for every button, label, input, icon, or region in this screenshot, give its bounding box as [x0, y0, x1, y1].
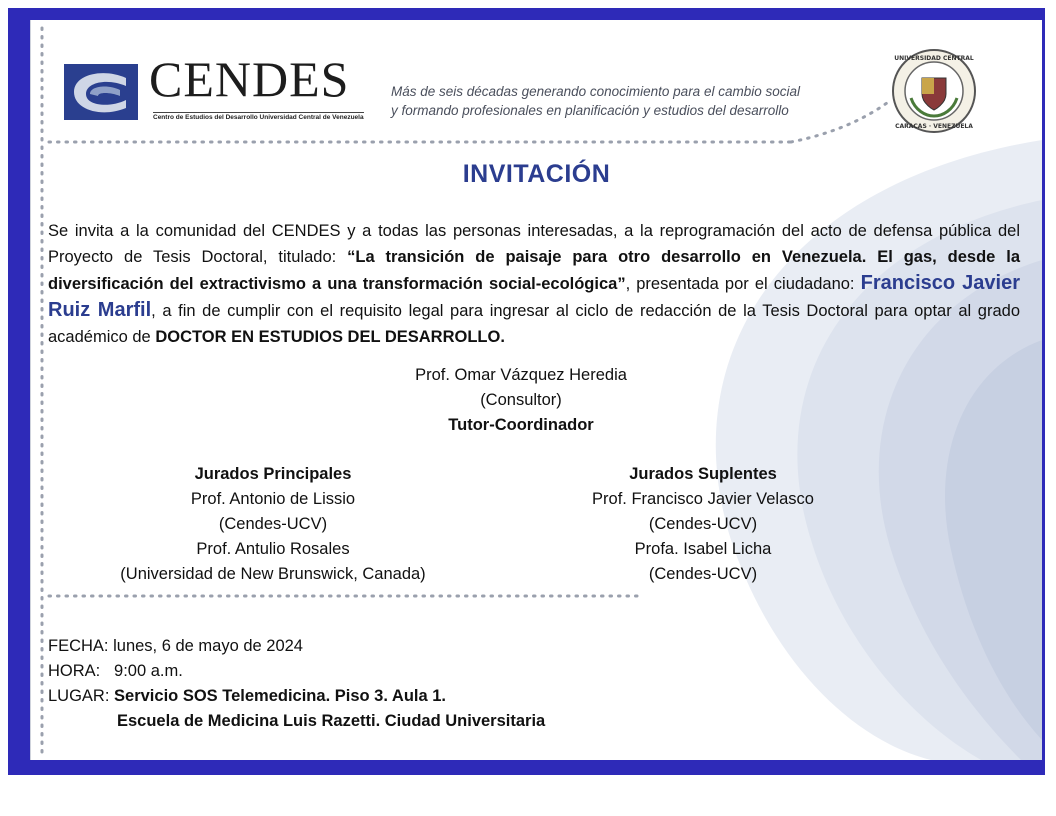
body-intro: Se invita a la comunidad del CENDES y a todas las personas interesadas, a la reprogramación del acto de defensa pública del Proyecto de Tesis Doctoral, titulado:	[48, 222, 1020, 266]
body-presented-by: , presentada por el ciudadano:	[625, 275, 861, 293]
page-title: INVITACIÓN	[462, 160, 611, 188]
jurado-affiliation: (Cendes-UCV)	[648, 515, 758, 533]
jurados-principales	[71, 462, 475, 587]
tutor-affiliation: (Consultor)	[480, 391, 562, 409]
event-details	[48, 634, 545, 734]
jurados-suplentes-heading: Jurados Suplentes	[629, 465, 777, 483]
jurado-name: Profa. Isabel Licha	[634, 540, 772, 558]
tagline-line-1: Más de seis décadas generando conocimiento para el cambio social	[391, 84, 800, 99]
invitation-body	[48, 218, 1020, 350]
lugar-label: LUGAR:	[48, 687, 110, 705]
tutor-role: Tutor-Coordinador	[448, 416, 594, 434]
hora-label: HORA:	[48, 662, 101, 680]
tagline	[391, 82, 800, 120]
jurados-suplentes	[501, 462, 905, 587]
jurado-name: Prof. Antonio de Lissio	[190, 490, 356, 508]
jurado-affiliation: (Universidad de New Brunswick, Canada)	[120, 565, 426, 583]
svg-text:CARACAS · VENEZUELA: CARACAS · VENEZUELA	[895, 123, 973, 130]
hora-value: 9:00 a.m.	[100, 662, 183, 680]
lugar-line-1: Servicio SOS Telemedicina. Piso 3. Aula 1.	[114, 687, 446, 705]
cendes-logo-text: CENDES	[149, 51, 350, 107]
fecha-value: lunes, 6 de mayo de 2024	[108, 637, 303, 655]
tutor-block	[31, 363, 1011, 438]
cendes-logo-subtitle: Centro de Estudios del Desarrollo Universidad Central de Venezuela	[153, 114, 364, 121]
tutor-name: Prof. Omar Vázquez Heredia	[415, 366, 627, 384]
tagline-line-2: y formando profesionales en planificación y estudios del desarrollo	[391, 103, 789, 118]
lugar-row	[48, 684, 545, 709]
degree-name: DOCTOR EN ESTUDIOS DEL DESARROLLO.	[155, 328, 505, 346]
invitation-card	[30, 20, 1042, 760]
fecha-row	[48, 634, 545, 659]
jurado-name: Prof. Francisco Javier Velasco	[592, 490, 814, 508]
jurado-affiliation: (Cendes-UCV)	[648, 565, 758, 583]
invitation-frame	[8, 8, 1045, 775]
cendes-logo-icon	[64, 64, 138, 120]
ucv-seal-icon	[891, 48, 977, 134]
hora-row	[48, 659, 545, 684]
thesis-title: “La transición de paisaje para otro desarrollo en Venezuela. El gas, desde la diversificación del extractivismo a una transformación social-ecológica”	[48, 248, 1020, 293]
lugar-row-2	[48, 709, 545, 734]
body-purpose: , a fin de cumplir con el requisito legal para ingresar al ciclo de redacción de la Tesis Doctoral para optar al grado académico de	[48, 302, 1020, 346]
svg-text:UNIVERSIDAD CENTRAL: UNIVERSIDAD CENTRAL	[894, 55, 974, 62]
jurados-principales-heading: Jurados Principales	[194, 465, 352, 483]
candidate-name: Francisco Javier Ruiz Marfil	[48, 272, 1020, 321]
fecha-label: FECHA:	[48, 637, 109, 655]
jurado-affiliation: (Cendes-UCV)	[218, 515, 328, 533]
jurado-name: Prof. Antulio Rosales	[196, 540, 350, 558]
lugar-line-2: Escuela de Medicina Luis Razetti. Ciudad Universitaria	[117, 712, 546, 730]
